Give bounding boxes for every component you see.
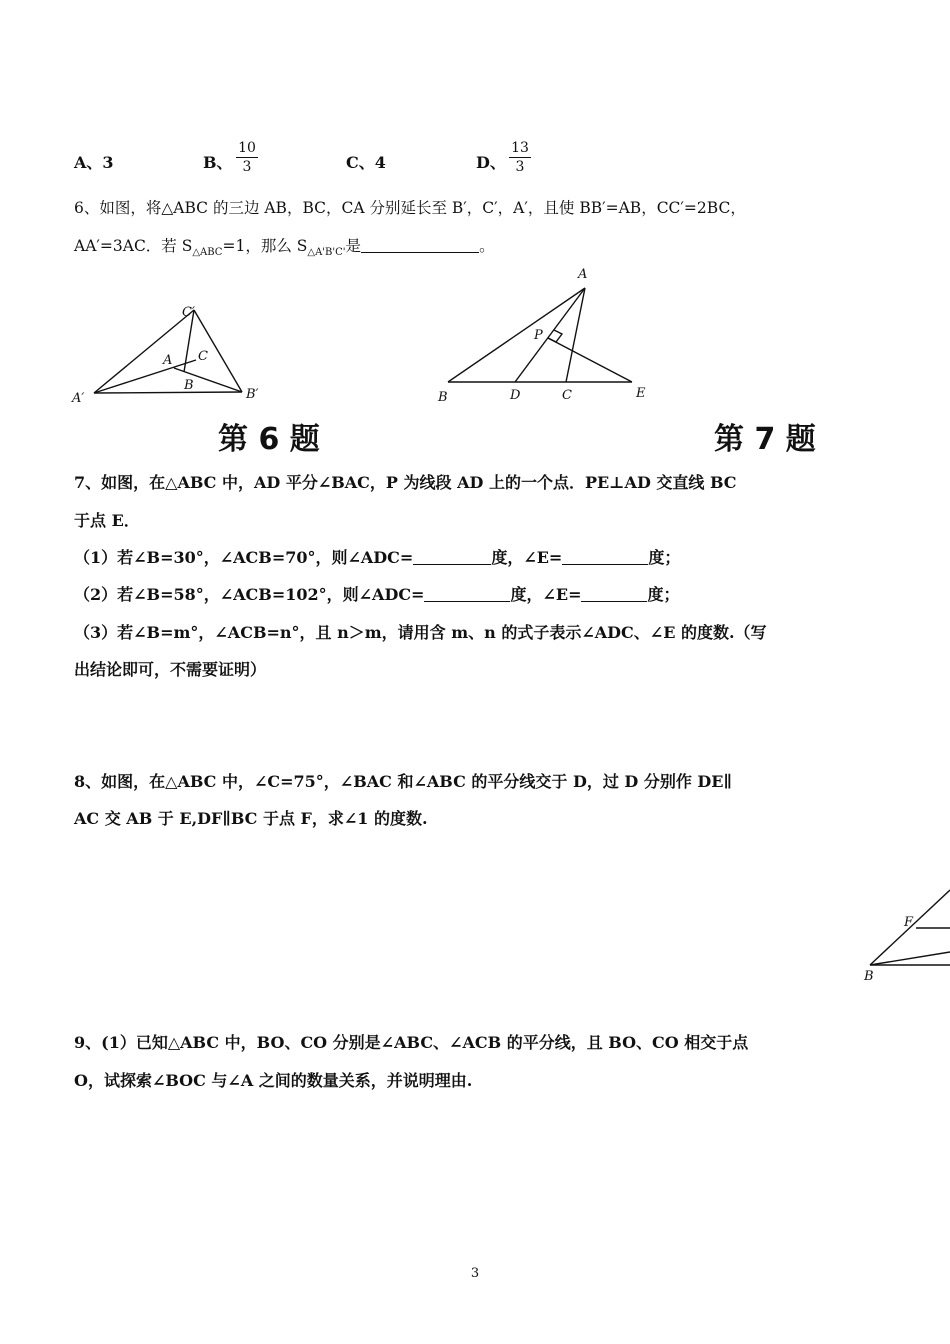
- figure-7-diagram: [430, 262, 660, 407]
- option-d-fraction: [509, 139, 531, 176]
- fig7-label-a: A: [578, 267, 588, 282]
- fig6-label-b: B: [184, 378, 194, 393]
- figure-7-caption: 第 7 题: [714, 422, 816, 457]
- option-a-prefix: A、: [74, 153, 103, 172]
- option-c-value: 4: [374, 153, 386, 172]
- q6-area-sub-abc: △ABC: [192, 247, 223, 259]
- fig7-label-d: D: [510, 388, 521, 403]
- option-a-value: 3: [102, 153, 114, 172]
- fig7-label-p: P: [534, 328, 543, 343]
- fig7-segment-ac: [566, 288, 585, 382]
- option-b-fraction: [236, 139, 258, 176]
- fig6-label-ap: A′: [72, 391, 85, 406]
- q7-part1-adc-blank[interactable]: [413, 548, 491, 565]
- option-d-denominator: 3: [515, 159, 525, 175]
- fig8-label-b: B: [864, 969, 874, 984]
- option-c: [346, 150, 386, 173]
- option-d-numerator: 13: [509, 139, 531, 158]
- q6-line2-part-b: =1，那么 S: [222, 237, 308, 255]
- figure-8-diagram: [860, 860, 950, 985]
- option-b-prefix: B、: [203, 153, 233, 172]
- fig8-label-f: F: [904, 915, 914, 930]
- fig7-segment-ba: [448, 288, 585, 382]
- q7-part1-text-a: （1）若∠B=30°，∠ACB=70°，则∠ADC=: [74, 548, 414, 567]
- fig7-segment-pe: [548, 338, 632, 382]
- fig6-label-cp: C′: [182, 305, 195, 320]
- q8-line1: 8、如图，在△ABC 中，∠C=75°，∠BAC 和∠ABC 的平分线交于 D，过 D 分别作 DE∥: [74, 772, 732, 791]
- fig7-label-e: E: [636, 386, 646, 401]
- fig6-label-c: C: [198, 349, 208, 364]
- q7-part2: [74, 582, 680, 605]
- fig7-segment-ad: [515, 288, 585, 382]
- q7-part2-e-blank[interactable]: [581, 585, 647, 602]
- fig6-label-bp: B′: [246, 387, 259, 402]
- q6-line2-part-a: AA′=3AC．若 S: [74, 237, 193, 255]
- fig6-segment-apcp: [94, 310, 194, 393]
- q6-line1: 6、如图，将△ABC 的三边 AB，BC，CA 分别延长至 B′，C′，A′，且使 BB′=AB，CC′=2BC，: [74, 199, 746, 217]
- option-d-prefix: D、: [476, 153, 506, 172]
- q6-line2-end: 。: [479, 237, 495, 255]
- q8-line2: AC 交 AB 于 E,DF∥BC 于点 F，求∠1 的度数.: [74, 809, 428, 828]
- q9-line1: 9、(1）已知△ABC 中，BO、CO 分别是∠ABC、∠ACB 的平分线，且 BO、CO 相交于点: [74, 1033, 749, 1052]
- q7-part2-adc-blank[interactable]: [424, 585, 510, 602]
- q7-part2-text-a: （2）若∠B=58°，∠ACB=102°，则∠ADC=: [74, 585, 425, 604]
- fig7-label-b: B: [438, 390, 448, 405]
- q7-part2-text-c: 度；: [647, 585, 680, 604]
- option-c-prefix: C、: [346, 153, 375, 172]
- option-b: [203, 150, 233, 173]
- q7-part1-e-blank[interactable]: [562, 548, 648, 565]
- q7-part1-text-b: 度，∠E=: [491, 548, 563, 567]
- q6-answer-blank[interactable]: [361, 236, 479, 253]
- option-b-numerator: 10: [236, 139, 258, 158]
- q7-part3-line2: 出结论即可，不需要证明）: [74, 660, 267, 679]
- fig6-segment-apc: [94, 360, 196, 393]
- q7-part1-text-c: 度；: [648, 548, 681, 567]
- q7-part2-text-b: 度，∠E=: [510, 585, 582, 604]
- q6-area-sub-apbpcp: △A'B'C': [307, 247, 346, 259]
- q6-line2: [74, 234, 495, 258]
- q7-line2: 于点 E．: [74, 511, 140, 530]
- q9-line2: O，试探索∠BOC 与∠A 之间的数量关系，并说明理由.: [74, 1071, 473, 1090]
- figure-6-diagram: [64, 298, 274, 408]
- fig6-label-a: A: [163, 353, 173, 368]
- q6-line2-part-c: 是: [345, 237, 362, 255]
- option-d: [476, 150, 506, 173]
- fig6-segment-apbp: [94, 392, 242, 393]
- option-a: [74, 150, 114, 173]
- q7-line1: 7、如图，在△ABC 中，AD 平分∠BAC，P 为线段 AD 上的一个点．PE⊥AD 交直线 BC: [74, 473, 737, 492]
- figure-6-caption: 第 6 题: [218, 422, 320, 457]
- page-number: 3: [470, 1266, 480, 1281]
- q7-part3-line1: （3）若∠B=m°，∠ACB=n°，且 n＞m，请用含 m、n 的式子表示∠ADC、∠E 的度数.（写: [74, 623, 767, 642]
- q7-part1: [74, 545, 680, 568]
- option-b-denominator: 3: [242, 159, 252, 175]
- fig7-label-c: C: [562, 388, 572, 403]
